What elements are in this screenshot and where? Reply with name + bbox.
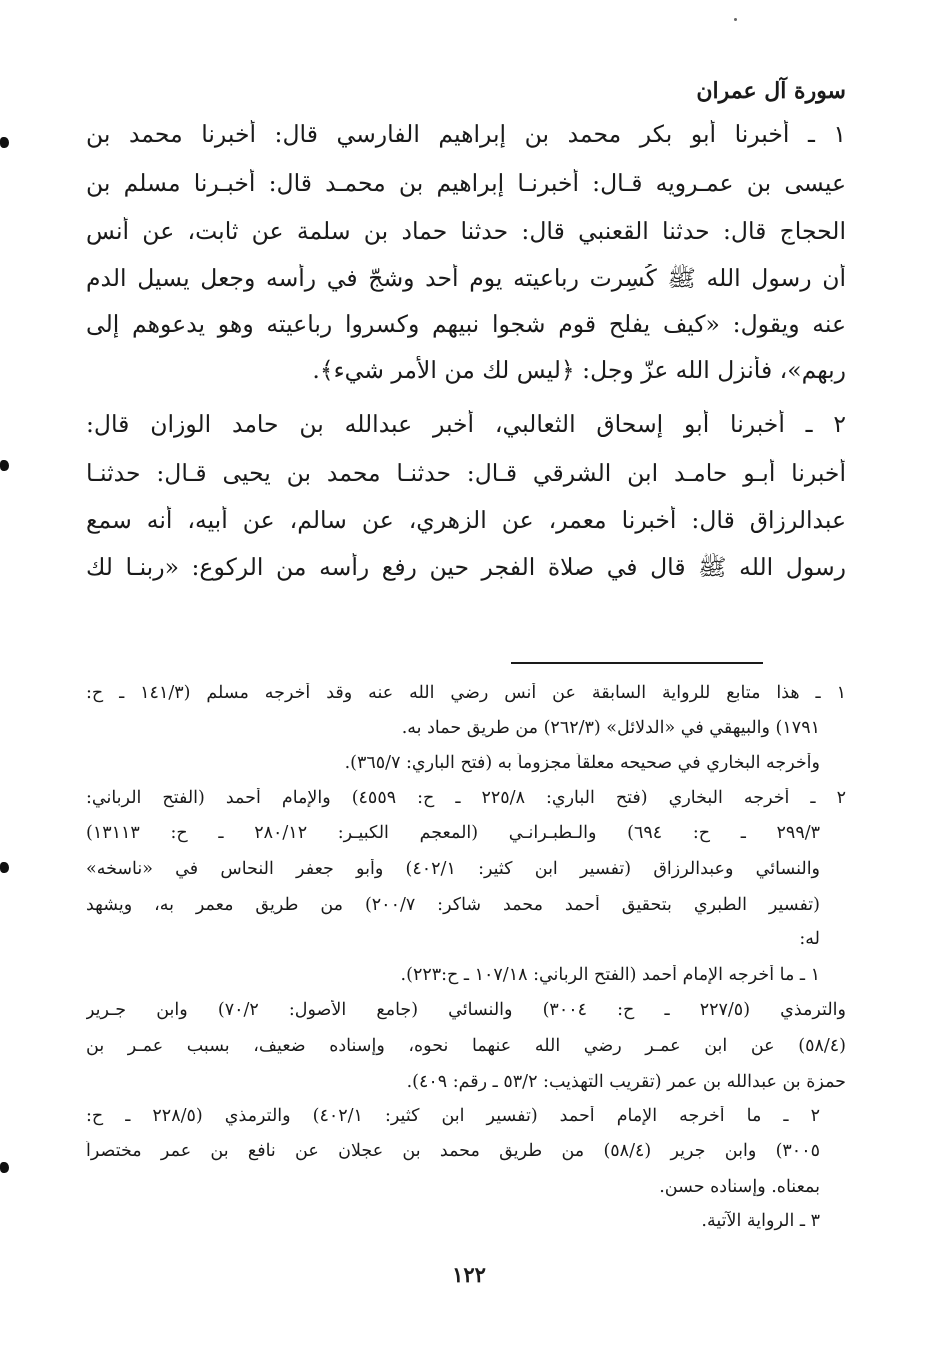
paragraph-2-line: ٢ ـ أخبرنا أبو إسحاق الثعالبي، أخبر عبدالله بن حامد الوزان قال: (86, 410, 846, 438)
footnote-line: ٢ ـ ما أخرجه الإمام أحمد (تفسير ابن كثير: ٤٠٢/١) والترمذي (٢٢٨/٥ ـ ح: (86, 1106, 820, 1126)
footnote-line: بمعناه. وإسناده حسن. (659, 1177, 820, 1197)
paragraph-1-line: أن رسول الله ﷺ كُسِرت رباعيته يوم أُحد وشجّ في رأسه وجعل يسيل الدم (86, 264, 846, 292)
paragraph-1-line: ربهم»، فأنزل الله عزّ وجل: ﴿ليس لك من الأمر شيء﴾. (312, 356, 846, 384)
paragraph-1-line: عيسى بن عمـرويه قـال: أخبرنـا إبراهيم بن محمـد قال: أخبـرنا مسلم بن (86, 169, 846, 197)
footnote-line: (تفسير الطبري بتحقيق أحمد محمد شاكر: ٢٠٠/٧) من طريق معمر به، ويشهد (86, 895, 820, 915)
footnote-line: حمزة بن عبدالله بن عمر (تقريب التهذيب: ٥٣/٢ ـ رقم: ٤٠٩). (406, 1072, 846, 1092)
paragraph-1-line: الحجاج قال: حدثنا القعنبي قال: حدثنا حماد بن سلمة عن ثابت، عن أنس (86, 217, 846, 245)
scan-mark (0, 460, 9, 471)
scan-mark (0, 862, 9, 873)
paragraph-1-line: ١ ـ أخبرنا أبو بكر محمد بن إبراهيم الفارسي قال: أخبرنا محمد بن (86, 120, 846, 148)
footnote-line: والترمذي (٢٢٧/٥ ـ ح: ٣٠٠٤) والنسائي (جامع الأصول: ٧٠/٢) وابن جـرير (86, 1000, 846, 1020)
scan-mark (0, 1162, 9, 1173)
footnote-line: (٥٨/٤) عن ابن عمـر رضي الله عنهما نحوه، وإسناده ضعيف، بسبب عمـر بن (86, 1036, 846, 1056)
scan-speck (734, 18, 737, 21)
footnote-line: ٢ ـ أخرجه البخاري (فتح الباري: ٢٢٥/٨ ـ ح: ٤٥٥٩) والإمام أحمد (الفتح الرباني: (86, 788, 846, 808)
paragraph-2-line: رسول الله ﷺ قال في صلاة الفجر حين رفع رأسه من الركوع: «ربنـا لك (86, 553, 846, 581)
footnote-line: والنسائي وعبدالرزاق (تفسير ابن كثير: ٤٠٢/١) وأبو جعفر النحاس في «ناسخه» (86, 859, 820, 879)
footnote-line: وأخرجه البخاري في صحيحه معلقاً مجزوماً به (فتح الباري: ٣٦٥/٧). (344, 753, 820, 773)
footnote-separator (511, 662, 763, 664)
footnote-line: ١ ـ هذا متابع للرواية السابقة عن أنس رضي الله عنه وقد أخرجه مسلم (١٤١/٣ ـ ح: (86, 683, 846, 703)
footnote-line: ٣ ـ الرواية الآتية. (701, 1211, 820, 1231)
scan-mark (0, 137, 9, 148)
footnote-line: ١ ـ ما أخرجه الإمام أحمد (الفتح الرباني: ١٠٧/١٨ ـ ح:٢٢٣). (400, 965, 820, 985)
page-number: ١٢٢ (452, 1262, 486, 1287)
footnote-line: ٢٩٩/٣ ـ ح: ٦٩٤) والـطبـرانـي (المعجم الكبيـر: ٢٨٠/١٢ ـ ح: ١٣١١٣) (86, 823, 820, 843)
footnote-line: ٣٠٠٥) وابن جرير (٥٨/٤) من طريق محمد بن عجلان عن نافع بن عمر مختصراً (86, 1141, 820, 1161)
surah-title-header: سورة آل عمران (696, 78, 846, 104)
paragraph-2-line: أخبرنا أبـو حامـد ابن الشرقي قـال: حدثنـا محمد بن يحيى قـال: حدثنـا (86, 459, 846, 487)
paragraph-2-line: عبدالرزاق قال: أخبرنا معمر، عن الزهري، عن سالم، عن أبيه، أنه سمع (86, 506, 846, 534)
paragraph-1-line: عنه ويقول: «كيف يفلح قوم شجوا نبيهم وكسروا رباعيته وهو يدعوهم إلى (86, 310, 846, 338)
footnote-line: له: (799, 929, 820, 949)
footnote-line: ١٧٩١) والبيهقي في «الدلائل» (٢٦٢/٣) من طريق حماد به. (401, 718, 820, 738)
